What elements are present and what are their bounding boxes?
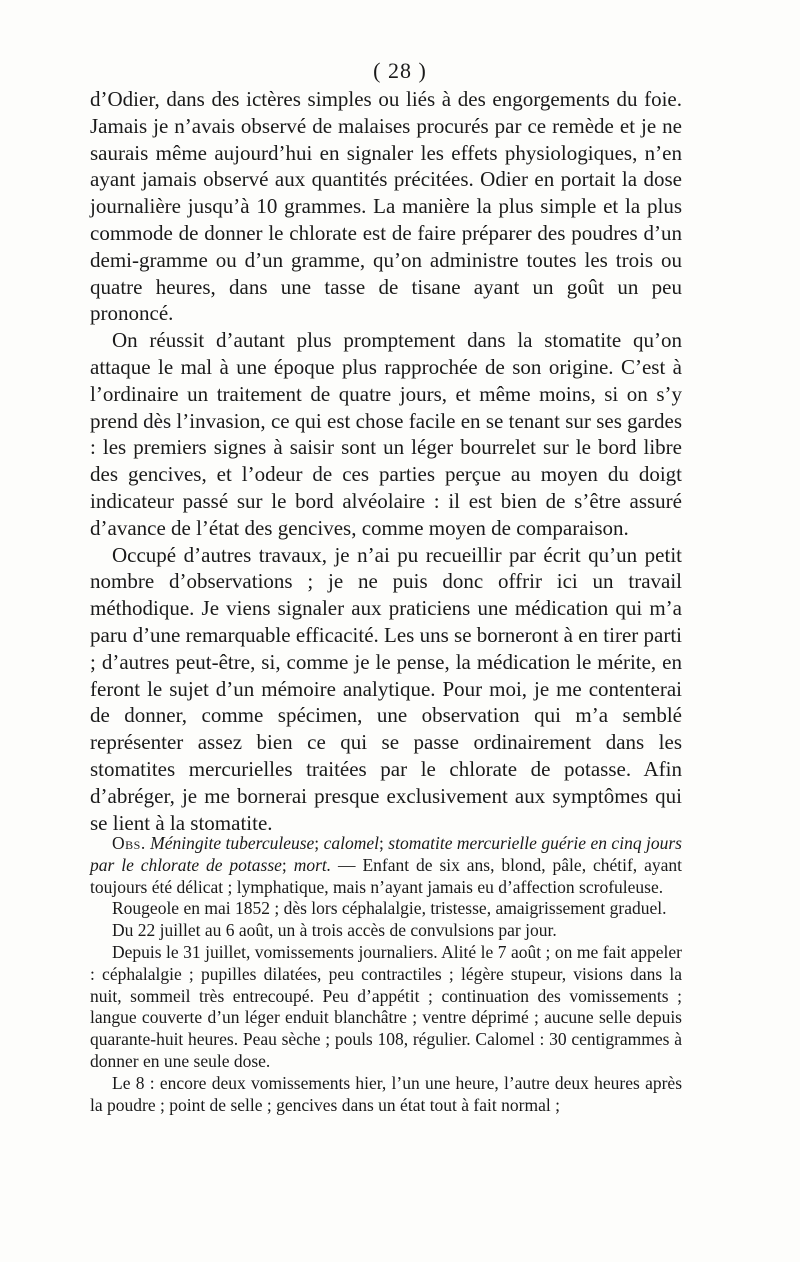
observation-section [90,833,682,1116]
page-number: ( 28 ) [373,58,427,83]
main-text [90,86,682,836]
observation-heading [90,833,682,898]
observation-result: mort. [293,854,332,875]
observation-title: Méningite tuberculeuse [150,833,315,853]
observation-paragraph: Rougeole en mai 1852 ; dès lors céphalalgie, tristesse, amaigrissement graduel. [112,898,667,919]
observation-treatment: calomel [323,833,379,853]
observation-outcome: stomatite mercurielle guérie en cinq jours par le chlorate de potasse [90,833,682,875]
paragraph: Occupé d’autres travaux, je n’ai pu recueillir par écrit qu’un petit nombre d’observations ; je ne puis donc offrir ici un travail méthodique. Je viens signaler aux praticiens une médication qui m’a paru d’une remarquable efficacité. Les uns se borneront à en tirer parti ; d’autres peut-être, si, comme je le pense, la médication le mérite, en feront le sujet d’un mémoire analytique. Pour moi, je me contenterai de donner, comme spécimen, une observation qui m’a semblé représenter assez bien ce qui se passe ordinairement dans les stomatites mercurielles traitées par le chlorate de potasse. Afin d’abréger, je me bornerai presque exclusivement aux symptômes qui se lient à la stomatite. [90,542,683,835]
paragraph: d’Odier, dans des ictères simples ou liés à des engorgements du foie. Jamais je n’avais observé de malaises procurés par ce remède et je ne saurais même aujourd’hui en signaler les effets physiologiques, n’en ayant jamais observé aux quantités précitées. Odier en portait la dose journalière jusqu’à 10 grammes. La manière la plus simple et la plus commode de donner le chlorate est de faire préparer des poudres d’un demi-gramme ou d’un gramme, qu’on administre toutes les trois ou quatre heures, dans une tasse de tisane ayant un goût un peu prononcé. [90,87,682,326]
observation-paragraph: Du 22 juillet au 6 août, un à trois accès de convulsions par jour. [112,920,557,941]
separator: ; [314,833,324,853]
separator: ; [281,854,294,875]
paragraph: On réussit d’autant plus promptement dans la stomatite qu’on attaque le mal à une époque plus rapprochée de son origine. C’est à l’ordinaire un traitement de quatre jours, et même moins, si on s’y prend dès l’invasion, ce qui est chose facile en se tenant sur ses gardes : les premiers signes à saisir sont un léger bourrelet sur le bord libre des gencives, et l’odeur de ces parties perçue au moyen du doigt indicateur passé sur le bord alvéolaire : il est bien de s’être assuré d’avance de l’état des gencives, comme moyen de comparaison. [90,328,682,540]
observation-description: — Enfant de six ans, blond, pâle, chétif, ayant toujours été délicat ; lymphatique, mais n’ayant jamais eu d’affection scrofuleuse. [90,854,682,897]
observation-paragraph: Depuis le 31 juillet, vomissements journaliers. Alité le 7 août ; on me fait appeler : céphalalgie ; pupilles dilatées, peu contractiles ; légère stupeur, visions dans la nuit, sommeil très entrecoupé. Peu d’appétit ; continuation des vomissements ; langue couverte d’un léger enduit blanchâtre ; ventre déprimé ; aucune selle depuis quarante-huit heures. Peau sèche ; pouls 108, régulier. Calomel : 30 centigrammes à donner en une seule dose. [90,941,682,1071]
separator: ; [379,833,389,853]
observation-label: Obs. [112,833,146,853]
observation-paragraph: Le 8 : encore deux vomissements hier, l’un une heure, l’autre deux heures après la poudre ; point de selle ; gencives dans un état tout à fait normal ; [90,1072,682,1115]
